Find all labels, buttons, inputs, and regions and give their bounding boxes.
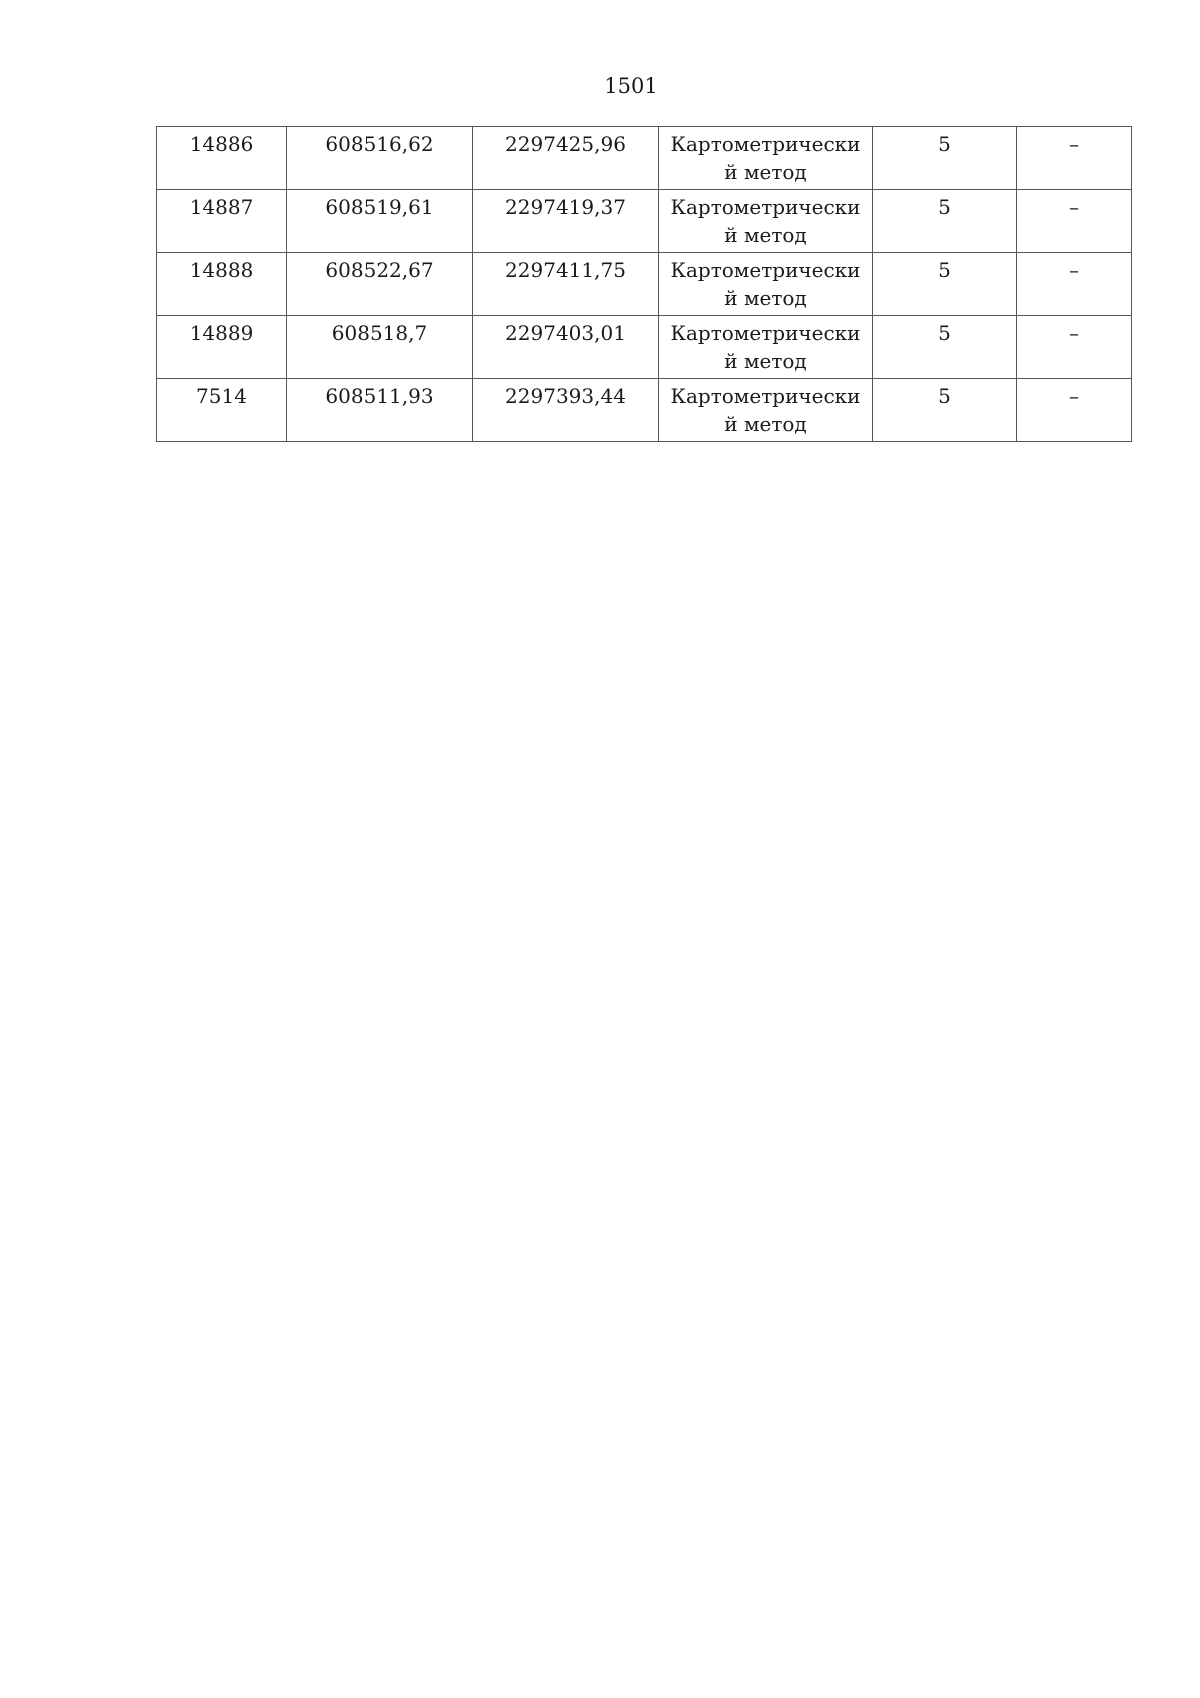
accuracy-cell: 5 xyxy=(873,127,1017,190)
method-line-2: й метод xyxy=(724,412,807,436)
page-number: 1501 xyxy=(604,74,658,98)
method-cell xyxy=(659,379,873,442)
x-coordinate-cell: 608519,61 xyxy=(287,190,473,253)
accuracy-cell: 5 xyxy=(873,316,1017,379)
note-cell: – xyxy=(1017,127,1132,190)
table-row xyxy=(157,316,1132,379)
point-number-cell: 7514 xyxy=(157,379,287,442)
method-cell xyxy=(659,316,873,379)
method-cell xyxy=(659,190,873,253)
point-number-cell: 14886 xyxy=(157,127,287,190)
method-line-2: й метод xyxy=(724,223,807,247)
note-cell: – xyxy=(1017,379,1132,442)
method-line-1: Картометрически xyxy=(670,258,861,282)
x-coordinate-cell: 608511,93 xyxy=(287,379,473,442)
point-number-cell: 14887 xyxy=(157,190,287,253)
note-cell: – xyxy=(1017,190,1132,253)
method-line-2: й метод xyxy=(724,349,807,373)
table-row xyxy=(157,379,1132,442)
accuracy-cell: 5 xyxy=(873,253,1017,316)
point-number-cell: 14889 xyxy=(157,316,287,379)
method-line-1: Картометрически xyxy=(670,195,861,219)
x-coordinate-cell: 608516,62 xyxy=(287,127,473,190)
note-cell: – xyxy=(1017,253,1132,316)
y-coordinate-cell: 2297425,96 xyxy=(473,127,659,190)
table-row xyxy=(157,190,1132,253)
accuracy-cell: 5 xyxy=(873,379,1017,442)
table-row xyxy=(157,127,1132,190)
method-line-1: Картометрически xyxy=(670,384,861,408)
method-line-2: й метод xyxy=(724,286,807,310)
y-coordinate-cell: 2297393,44 xyxy=(473,379,659,442)
y-coordinate-cell: 2297419,37 xyxy=(473,190,659,253)
accuracy-cell: 5 xyxy=(873,190,1017,253)
x-coordinate-cell: 608518,7 xyxy=(287,316,473,379)
table-row xyxy=(157,253,1132,316)
method-line-2: й метод xyxy=(724,160,807,184)
method-line-1: Картометрически xyxy=(670,132,861,156)
method-cell xyxy=(659,127,873,190)
x-coordinate-cell: 608522,67 xyxy=(287,253,473,316)
note-cell: – xyxy=(1017,316,1132,379)
coordinates-table xyxy=(156,126,1132,442)
point-number-cell: 14888 xyxy=(157,253,287,316)
method-cell xyxy=(659,253,873,316)
method-line-1: Картометрически xyxy=(670,321,861,345)
y-coordinate-cell: 2297411,75 xyxy=(473,253,659,316)
y-coordinate-cell: 2297403,01 xyxy=(473,316,659,379)
